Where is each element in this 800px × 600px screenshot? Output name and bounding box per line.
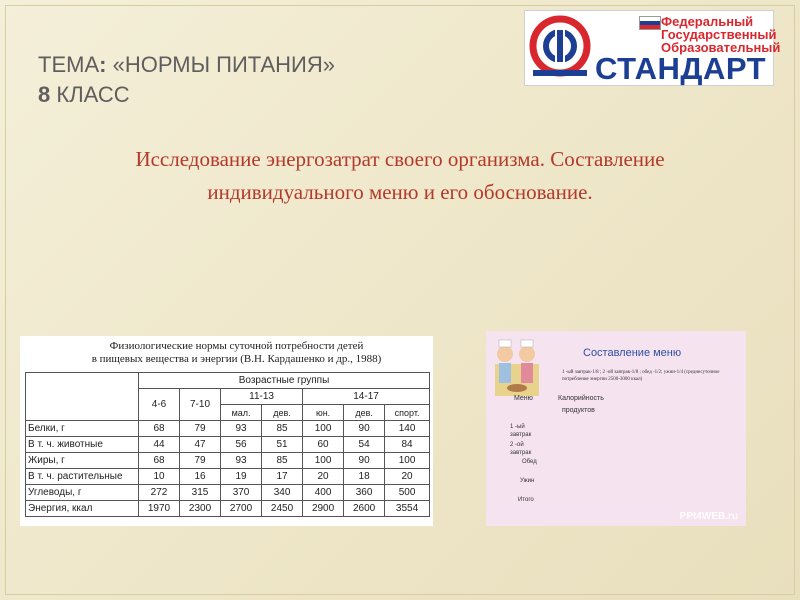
fgos-logo	[524, 10, 781, 86]
watermark: PPt4WEB.ru	[679, 511, 738, 522]
table-cell: 100	[385, 453, 430, 469]
table-cell: 85	[262, 421, 303, 437]
table-cell: 10	[139, 469, 180, 485]
table-corner-cell	[26, 373, 139, 421]
table-cell: 3554	[385, 501, 430, 517]
fgos-emblem-icon	[527, 14, 593, 82]
subtitle-line-2: индивидуального меню и его обоснование.	[207, 180, 593, 204]
logo-line-3: Образовательный	[661, 40, 781, 55]
nutrition-norms-image	[20, 336, 433, 526]
menu-note: 1 -ый завтрак-1/8 ; 2 -ой завтрак-1/8 ; обед -1/2; ужин-1/4 (среднесуточное потребление энергии 2500-3000 ккал)	[562, 370, 720, 382]
table-cell: 1970	[139, 501, 180, 517]
table-cell: 56	[221, 437, 262, 453]
menu-title: Составление меню	[583, 347, 682, 359]
table-cell: 93	[221, 453, 262, 469]
table-cell: 44	[139, 437, 180, 453]
table-cell: 90	[344, 453, 385, 469]
row-label: Энергия, ккал	[26, 501, 139, 517]
menu-row: Ужин	[520, 478, 535, 484]
table-cell: 20	[385, 469, 430, 485]
table-cell: 79	[180, 421, 221, 437]
row-label: В т. ч. животные	[26, 437, 139, 453]
sub-header: мал.	[221, 405, 262, 421]
logo-line-1: Федеральный	[661, 14, 754, 29]
table-row	[26, 501, 430, 517]
table-caption: Физиологические нормы суточной потребности детей в пищевых вещества и энергии (В.Н. Кардашенко и др., 1988)	[91, 340, 382, 365]
table-cell: 360	[344, 485, 385, 501]
table-cell: 51	[262, 437, 303, 453]
table-cell: 2300	[180, 501, 221, 517]
age-header: 7-10	[180, 389, 221, 421]
table-cell: 340	[262, 485, 303, 501]
russian-flag-icon	[639, 16, 661, 30]
table-row	[26, 453, 430, 469]
row-label: Белки, г	[26, 421, 139, 437]
table-cell: 79	[180, 453, 221, 469]
title-topic: ТЕМА: «НОРМЫ ПИТАНИЯ»	[38, 52, 335, 77]
title-grade: 8 КЛАСС	[38, 82, 130, 107]
nutrition-norms-table	[25, 372, 430, 517]
age-header: 14-17	[303, 389, 430, 405]
menu-col-calorie: Калорийность	[558, 395, 604, 402]
row-label: В т. ч. растительные	[26, 469, 139, 485]
table-cell: 140	[385, 421, 430, 437]
sub-header: дев.	[344, 405, 385, 421]
table-cell: 100	[303, 453, 344, 469]
table-cell: 16	[180, 469, 221, 485]
table-cell: 84	[385, 437, 430, 453]
table-row	[26, 485, 430, 501]
menu-row: 2 -ой завтрак	[510, 442, 532, 456]
slide-title	[38, 50, 335, 110]
table-cell: 370	[221, 485, 262, 501]
subtitle-line-1: Исследование энергозатрат своего организма. Составление	[135, 147, 665, 171]
table-cell: 47	[180, 437, 221, 453]
slide-subtitle	[40, 143, 760, 209]
table-cell: 20	[303, 469, 344, 485]
table-cell: 100	[303, 421, 344, 437]
table-cell: 90	[344, 421, 385, 437]
age-groups-header: Возрастные группы	[139, 373, 430, 389]
row-label: Жиры, г	[26, 453, 139, 469]
menu-row: Обед	[522, 459, 537, 465]
table-row	[26, 437, 430, 453]
table-cell: 17	[262, 469, 303, 485]
sub-header: юн.	[303, 405, 344, 421]
table-cell: 2450	[262, 501, 303, 517]
table-cell: 272	[139, 485, 180, 501]
logo-line-2: Государственный	[661, 27, 777, 42]
table-cell: 68	[139, 453, 180, 469]
table-cell: 85	[262, 453, 303, 469]
table-cell: 2900	[303, 501, 344, 517]
menu-col-menu: Меню	[514, 395, 533, 402]
table-cell: 500	[385, 485, 430, 501]
table-cell: 400	[303, 485, 344, 501]
table-cell: 315	[180, 485, 221, 501]
table-cell: 2600	[344, 501, 385, 517]
sub-header: дев.	[262, 405, 303, 421]
age-header: 11-13	[221, 389, 303, 405]
table-cell: 54	[344, 437, 385, 453]
table-cell: 19	[221, 469, 262, 485]
menu-col-products: продуктов	[562, 407, 595, 414]
logo-word: СТАНДАРТ	[595, 51, 767, 86]
table-cell: 2700	[221, 501, 262, 517]
menu-planning-image	[486, 331, 746, 526]
table-cell: 60	[303, 437, 344, 453]
table-cell: 68	[139, 421, 180, 437]
menu-row: 1 -ый завтрак	[510, 424, 532, 438]
sub-header: спорт.	[385, 405, 430, 421]
table-row	[26, 469, 430, 485]
table-cell: 18	[344, 469, 385, 485]
table-row	[26, 421, 430, 437]
children-cooking-illustration	[491, 336, 543, 398]
table-cell: 93	[221, 421, 262, 437]
age-header: 4-6	[139, 389, 180, 421]
menu-row: Итого	[518, 497, 534, 503]
row-label: Углеводы, г	[26, 485, 139, 501]
